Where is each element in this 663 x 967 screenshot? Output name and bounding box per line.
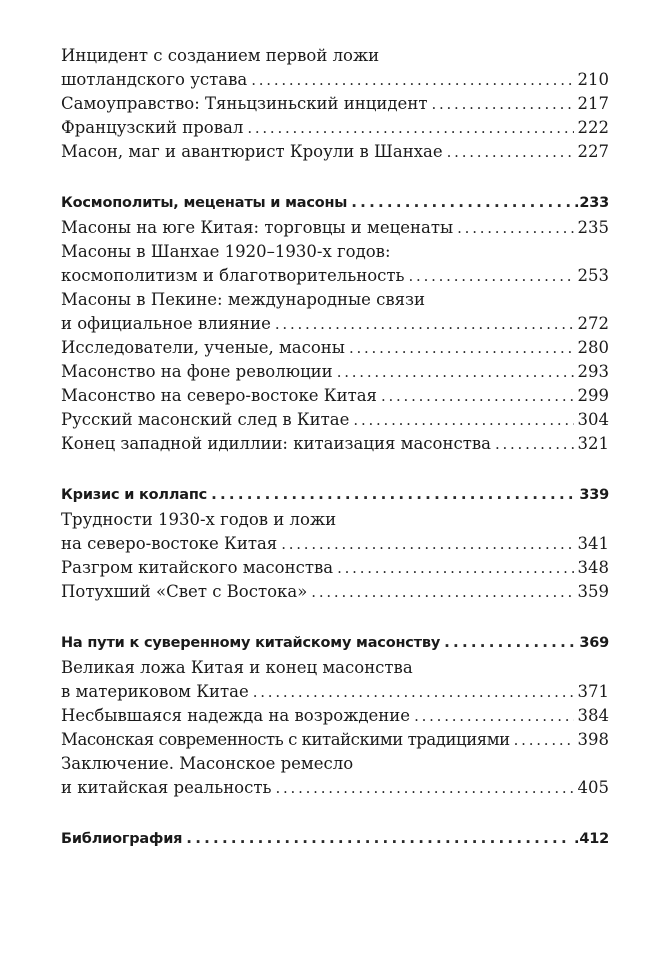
dot-leader xyxy=(495,432,574,456)
toc-entry-title: шотландского устава xyxy=(61,70,248,89)
toc-entry-title: Конец западной идиллии: китаизация масонства xyxy=(61,434,491,453)
toc-page-number: 321 xyxy=(577,434,609,453)
toc-entry-title: Масонство на фоне революции xyxy=(61,362,333,381)
dot-leader xyxy=(275,312,574,336)
toc-entry-title: Масон, маг и авантюрист Кроули в Шанхае xyxy=(61,142,443,161)
toc-entry[interactable] xyxy=(61,312,609,336)
toc-page-number: 299 xyxy=(577,386,609,405)
dot-leader xyxy=(414,704,573,728)
toc-entry[interactable] xyxy=(61,384,609,408)
toc-entry-title: на северо-востоке Китая xyxy=(61,534,278,553)
toc-entry-title: Масоны на юге Китая: торговцы и меценаты xyxy=(61,218,454,237)
toc-entry[interactable] xyxy=(61,580,609,604)
toc-entry[interactable] xyxy=(61,264,609,288)
toc-page-number: 210 xyxy=(577,70,609,89)
toc-heading-title: На пути к суверенному китайскому масонству xyxy=(61,635,441,651)
toc-entry-title: Французский провал xyxy=(61,118,244,137)
dot-leader xyxy=(253,680,574,704)
toc-entry[interactable] xyxy=(61,680,609,704)
toc-entry[interactable] xyxy=(61,116,609,140)
toc-section xyxy=(61,629,609,800)
toc-page-number: 348 xyxy=(577,558,609,577)
toc-entry-title: и китайская реальность xyxy=(61,778,272,797)
toc-page-number: 293 xyxy=(577,362,609,381)
dot-leader xyxy=(211,481,575,509)
toc-entry[interactable] xyxy=(61,556,609,580)
dot-leader xyxy=(337,360,574,384)
dot-leader xyxy=(409,264,574,288)
toc-section-heading[interactable] xyxy=(61,825,609,852)
toc-page-number: 253 xyxy=(577,266,609,285)
toc-page-number: 339 xyxy=(579,487,609,503)
toc-entry[interactable] xyxy=(61,336,609,360)
toc-section-heading[interactable] xyxy=(61,189,609,216)
toc-page-number: 280 xyxy=(577,338,609,357)
dot-leader xyxy=(353,408,573,432)
toc-entry-title: Масонская современность с китайскими традициями xyxy=(61,730,510,749)
toc-page-number: 235 xyxy=(577,218,609,237)
toc-page-number: 405 xyxy=(577,778,609,797)
dot-leader xyxy=(381,384,574,408)
toc-entry-title: Исследователи, ученые, масоны xyxy=(61,338,345,357)
toc-page-number: .233 xyxy=(574,195,609,211)
toc-heading-title: Библиография xyxy=(61,831,183,847)
toc-section-heading[interactable] xyxy=(61,481,609,508)
toc-entry[interactable] xyxy=(61,140,609,164)
dot-leader xyxy=(281,532,573,556)
toc-entry[interactable] xyxy=(61,360,609,384)
toc-page-number: 217 xyxy=(577,94,609,113)
toc-page-number: 304 xyxy=(577,410,609,429)
toc-entry-title: Русский масонский след в Китае xyxy=(61,410,350,429)
toc-section-heading[interactable] xyxy=(61,629,609,656)
dot-leader xyxy=(351,189,570,217)
toc-entry-title-line1: Трудности 1930-х годов и ложи xyxy=(61,510,337,529)
dot-leader xyxy=(247,116,573,140)
toc-page-number: .412 xyxy=(574,831,609,847)
toc-entry[interactable] xyxy=(61,68,609,92)
toc-entry-title: Масонство на северо-востоке Китая xyxy=(61,386,377,405)
toc-entry-title: Разгром китайского масонства xyxy=(61,558,334,577)
dot-leader xyxy=(457,216,573,240)
toc-section xyxy=(61,481,609,604)
dot-leader xyxy=(444,629,575,657)
toc-entry[interactable] xyxy=(61,216,609,240)
toc-heading-title: Кризис и коллапс xyxy=(61,487,208,503)
toc-page-number: 341 xyxy=(577,534,609,553)
toc-entry-title-line1: Заключение. Масонское ремесло xyxy=(61,754,354,773)
toc-page-number: 222 xyxy=(577,118,609,137)
toc-entry-title: Несбывшаяся надежда на возрождение xyxy=(61,706,411,725)
toc-section xyxy=(61,825,609,852)
table-of-contents xyxy=(61,44,609,852)
toc-entry[interactable] xyxy=(61,408,609,432)
toc-entry[interactable] xyxy=(61,704,609,728)
toc-page-number: 227 xyxy=(577,142,609,161)
toc-entry[interactable] xyxy=(61,728,609,752)
toc-entry-title: Потухший «Свет с Востока» xyxy=(61,582,308,601)
toc-page-number: 272 xyxy=(577,314,609,333)
dot-leader xyxy=(311,580,573,604)
dot-leader xyxy=(251,68,573,92)
toc-entry-title: космополитизм и благотворительность xyxy=(61,266,405,285)
dot-leader xyxy=(275,776,573,800)
dot-leader xyxy=(431,92,573,116)
dot-leader xyxy=(447,140,574,164)
toc-section xyxy=(61,44,609,164)
dot-leader xyxy=(349,336,574,360)
toc-entry-title: Самоуправство: Тяньцзиньский инцидент xyxy=(61,94,428,113)
toc-page-number: 398 xyxy=(577,730,609,749)
toc-entry[interactable] xyxy=(61,532,609,556)
toc-page-number: 359 xyxy=(577,582,609,601)
toc-entry[interactable] xyxy=(61,776,609,800)
toc-entry-title-line1: Великая ложа Китая и конец масонства xyxy=(61,658,413,677)
toc-entry-title: и официальное влияние xyxy=(61,314,271,333)
toc-section xyxy=(61,189,609,456)
toc-page-number: 369 xyxy=(579,635,609,651)
toc-entry[interactable] xyxy=(61,92,609,116)
dot-leader xyxy=(186,825,570,853)
toc-entry-title-line1: Масоны в Шанхае 1920–1930-х годов: xyxy=(61,242,391,261)
toc-heading-title: Космополиты, меценаты и масоны xyxy=(61,195,348,211)
toc-entry-title: в материковом Китае xyxy=(61,682,249,701)
toc-entry-title-line1: Масоны в Пекине: международные связи xyxy=(61,290,426,309)
toc-entry-title-line1: Инцидент с созданием первой ложи xyxy=(61,46,380,65)
toc-page-number: 384 xyxy=(577,706,609,725)
dot-leader xyxy=(337,556,573,580)
toc-entry[interactable] xyxy=(61,432,609,456)
toc-page-number: 371 xyxy=(577,682,609,701)
dot-leader xyxy=(514,728,574,752)
